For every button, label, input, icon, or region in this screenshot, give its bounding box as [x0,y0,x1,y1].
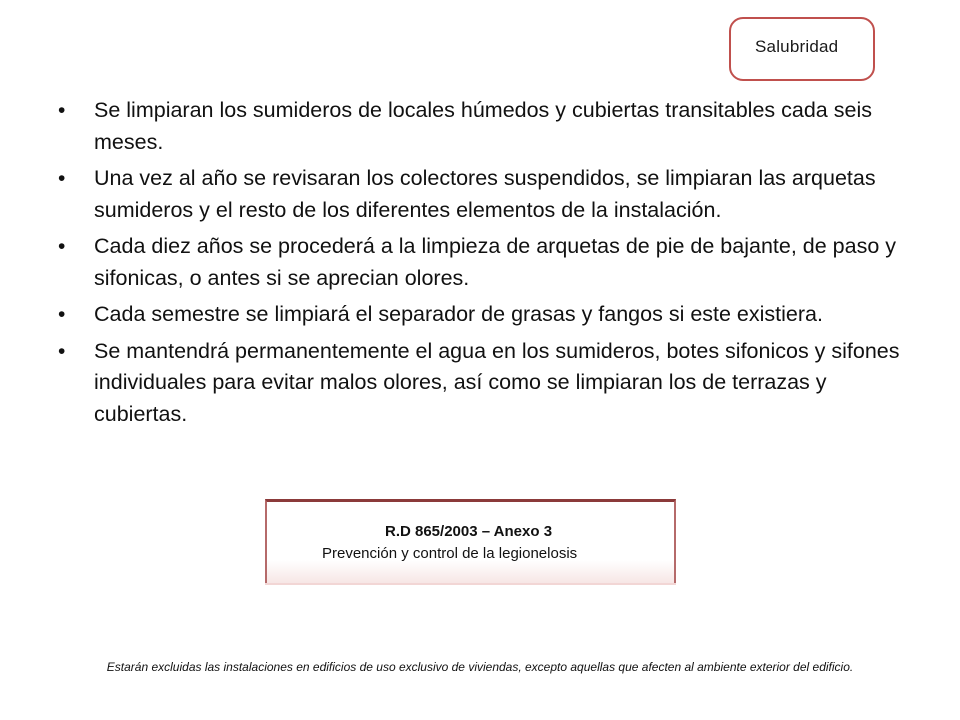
reference-title: R.D 865/2003 – Anexo 3 [385,523,553,540]
bullet-icon: • [58,339,66,363]
bullet-icon: • [58,303,66,326]
bullet-item [58,163,918,226]
bullet-icon: • [58,167,66,190]
bullet-text: Se mantendrá permanentemente el agua en los sumideros, botes sifonicos y sifones individuales para evitar malos olores, así como se limpiaran los de terrazas y cubiertas. [94,338,900,426]
bullet-text: Cada diez años se procederá a la limpieza de arquetas de pie de bajante, de paso y sifonicas, o antes si se aprecian olores. [94,234,897,290]
bullet-icon: • [58,235,66,258]
section-tag [729,17,875,81]
bullet-item [58,231,918,294]
reference-subtitle: Prevención y control de la legionelosis [322,545,578,562]
footnote: Estarán excluidas las instalaciones en edificios de uso exclusivo de viviendas, excepto aquellas que afecten al ambiente exterior del edificio. [106,660,854,674]
bullet-item [58,336,918,431]
section-tag-label: Salubridad [755,37,839,56]
bullet-item [58,299,918,331]
bullet-text: Cada semestre se limpiará el separador de grasas y fangos si este existiera. [94,302,823,326]
bullet-item [58,95,918,158]
bullet-text: Una vez al año se revisaran los colectores suspendidos, se limpiaran las arquetas sumideros y el resto de los diferentes elementos de la instalación. [94,166,876,222]
bullet-list [58,95,918,435]
bullet-text: Se limpiaran los sumideros de locales húmedos y cubiertas transitables cada seis meses. [94,98,872,154]
reference-box [265,499,676,585]
bullet-icon: • [58,99,66,122]
